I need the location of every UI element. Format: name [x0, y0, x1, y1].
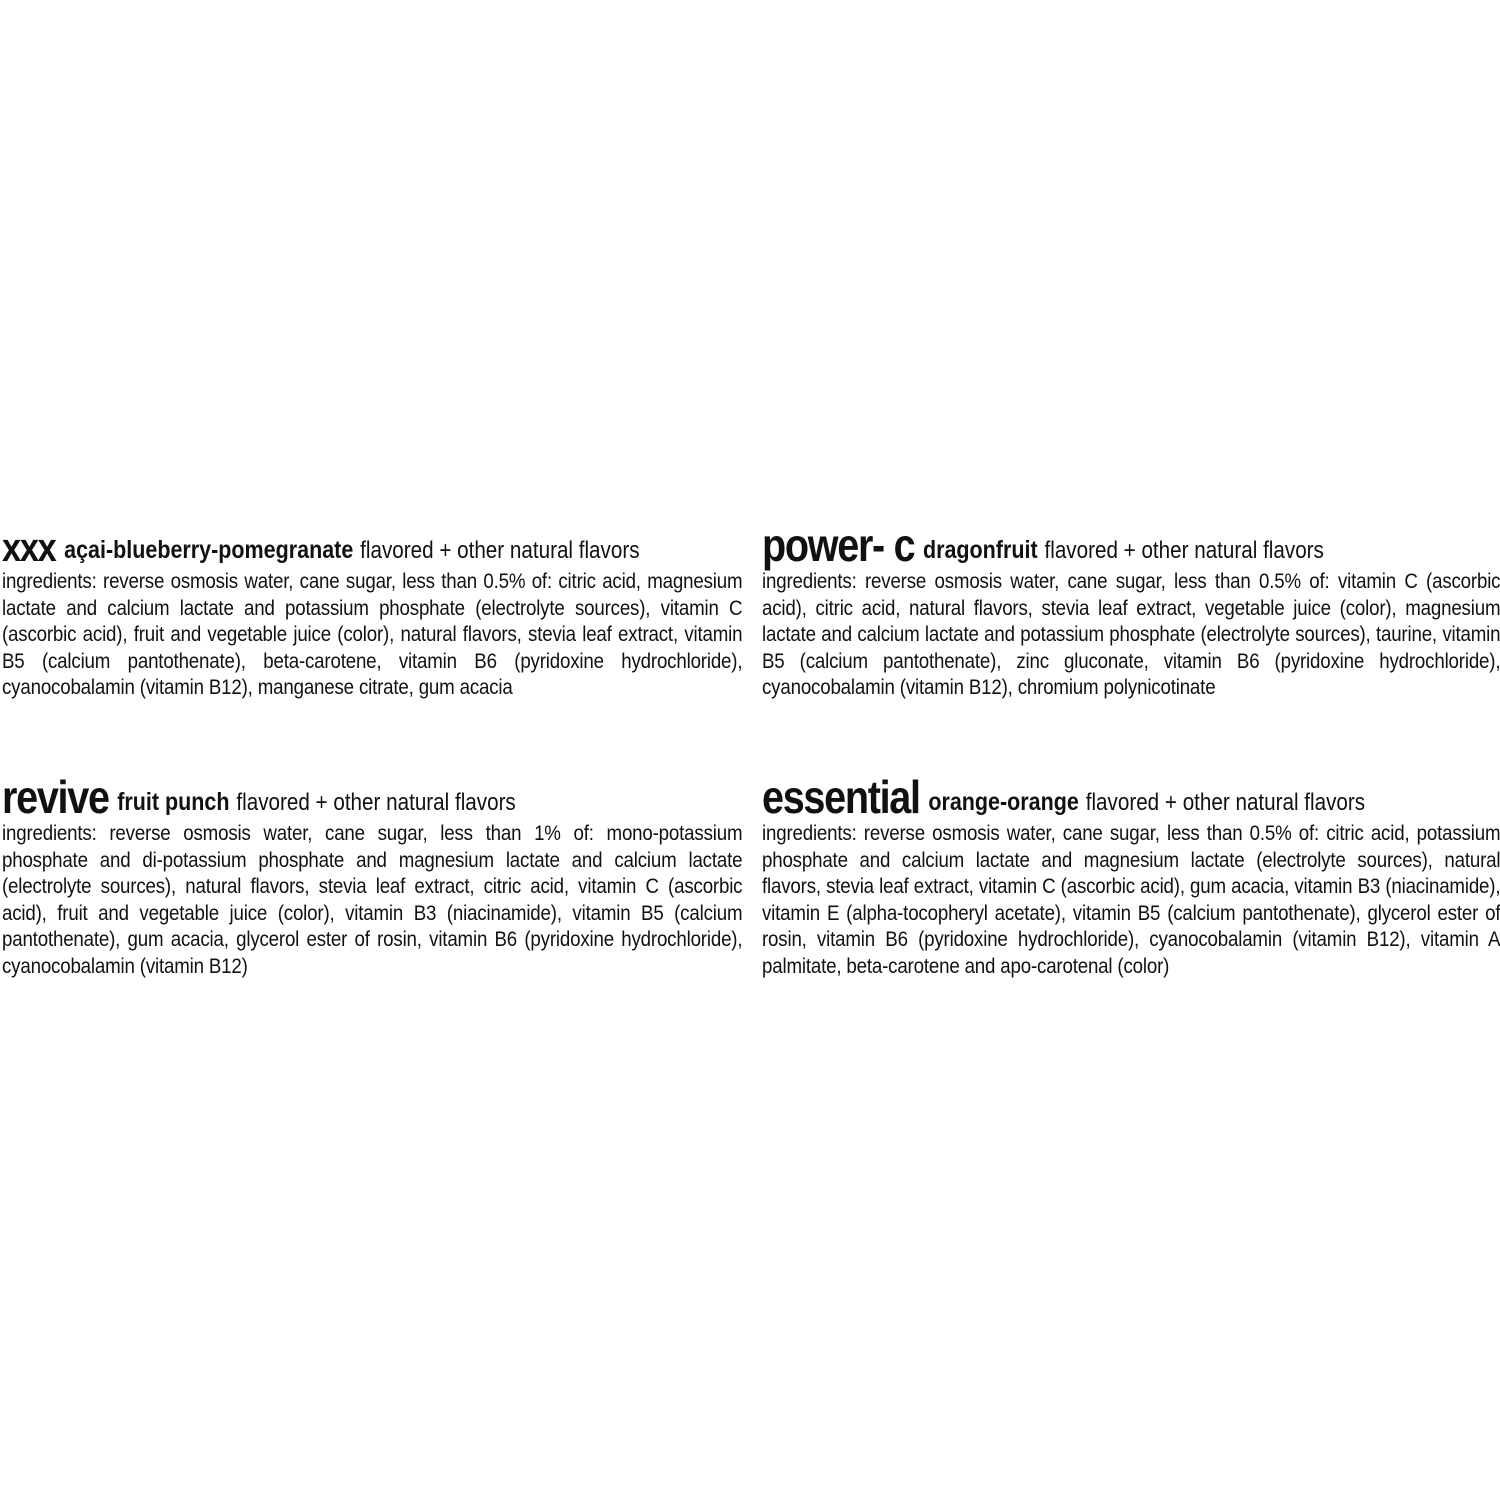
product-panel-revive: [2, 772, 742, 979]
flavor-name: dragonfruit: [922, 536, 1038, 564]
flavor-name: fruit punch: [117, 788, 230, 816]
flavor-suffix: flavored + other natural flavors: [360, 537, 640, 564]
brand-name: power- c: [762, 518, 915, 571]
product-headline: [2, 520, 640, 570]
brand-name: revive: [2, 770, 109, 823]
ingredients-text: ingredients: reverse osmosis water, cane sugar, less than 0.5% of: citric acid, magnesium lactate and calcium lactate and potassium phosphate (electrolyte sources), vitamin C (ascorbic acid), fruit and vegetable juice (color), natural flavors, stevia leaf extract, vitamin B5 (calcium pantothenate), beta-carotene, vitamin B6 (pyridoxine hydrochloride), cyanocobalamin (vitamin B12), manganese citrate, gum acacia: [2, 569, 743, 699]
product-headline: [2, 770, 638, 823]
product-headline: [762, 770, 1397, 823]
product-panel-xxx: [2, 520, 742, 701]
flavor-suffix: flavored + other natural flavors: [236, 789, 516, 816]
flavor-suffix: flavored + other natural flavors: [1044, 537, 1324, 564]
ingredients-text: ingredients: reverse osmosis water, cane sugar, less than 1% of: mono-potassium phosphate and di-potassium phosphate and magnesium lactate and calcium lactate (electrolyte sources), natural flavors, stevia leaf extract, citric acid, vitamin C (ascorbic acid), fruit and vegetable juice (color), vitamin B3 (niacinamide), vitamin B5 (calcium pantothenate), gum acacia, glycerol ester of rosin, vitamin B6 (pyridoxine hydrochloride), cyanocobalamin (vitamin B12): [2, 821, 743, 978]
ingredients-text: ingredients: reverse osmosis water, cane sugar, less than 0.5% of: vitamin C (ascorbic acid), citric acid, natural flavors, stevia leaf extract, vegetable juice (color), magnesium lactate and calcium lactate and potassium phosphate (electrolyte sources), taurine, vitamin B5 (calcium pantothenate), zinc gluconate, vitamin B6 (pyridoxine hydrochloride), cyanocobalamin (vitamin B12), chromium polynicotinate: [762, 569, 1500, 699]
product-panel-essential: [762, 772, 1500, 979]
ingredients-text: ingredients: reverse osmosis water, cane sugar, less than 0.5% of: citric acid, potassium phosphate and calcium lactate and magnesium lactate (electrolyte sources), natural flavors, stevia leaf extract, vitamin C (ascorbic acid), gum acacia, vitamin B3 (niacinamide), vitamin E (alpha-tocopheryl acetate), vitamin B5 (calcium pantothenate), glycerol ester of rosin, vitamin B6 (pyridoxine hydrochloride), cyanocobalamin (vitamin B12), vitamin A palmitate, beta-carotene and apo-carotenal (color): [762, 821, 1500, 978]
flavor-suffix: flavored + other natural flavors: [1085, 789, 1366, 816]
product-panel-power-c: [762, 520, 1500, 701]
brand-name: xxx: [2, 526, 56, 570]
product-headline: [762, 518, 1397, 571]
flavor-name: açai-blueberry-pomegranate: [64, 536, 354, 564]
flavor-name: orange-orange: [928, 788, 1079, 816]
brand-name: essential: [762, 770, 920, 823]
